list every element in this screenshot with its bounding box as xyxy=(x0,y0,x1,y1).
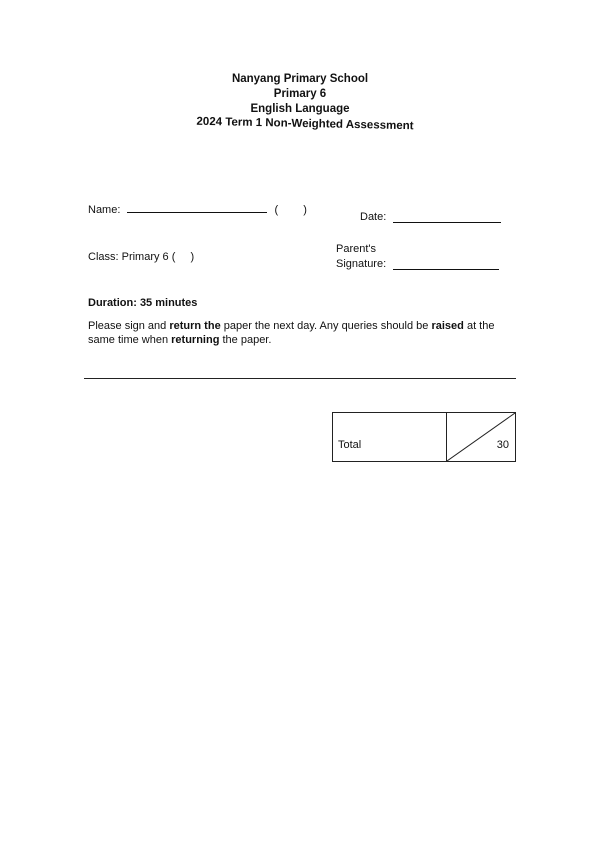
section-divider xyxy=(84,378,516,379)
instructions xyxy=(88,319,508,347)
subject: English Language xyxy=(250,103,350,115)
duration: Duration: 35 minutes xyxy=(88,297,198,309)
total-value-cell[interactable] xyxy=(447,413,515,461)
instructions-bold: raised xyxy=(431,320,464,332)
total-max-score: 30 xyxy=(496,439,509,451)
school-name: Nanyang Primary School xyxy=(231,73,369,85)
date-line[interactable] xyxy=(393,222,501,223)
instructions-text: paper the next day. Any queries should be xyxy=(220,320,432,332)
class-field xyxy=(88,251,194,264)
signature-line[interactable] xyxy=(393,269,499,270)
date-field xyxy=(360,211,501,224)
index-paren-open: ( xyxy=(274,204,279,216)
total-score-box xyxy=(332,412,516,462)
assessment-name: Term 1 Non-Weighted Assessment xyxy=(225,116,414,133)
total-label: Total xyxy=(338,439,362,451)
date-label: Date: xyxy=(360,211,387,223)
diagonal-slash-icon xyxy=(447,413,515,461)
instructions-bold: returning xyxy=(171,334,220,346)
instructions-bold: return the xyxy=(169,320,221,332)
class-label: Class: Primary 6 ( xyxy=(88,251,176,263)
parent-signature-label-line1: Parent's xyxy=(336,243,377,255)
instructions-text: Please sign and xyxy=(88,320,170,332)
level: Primary 6 xyxy=(273,88,327,100)
parent-signature-field xyxy=(336,258,499,271)
name-label: Name: xyxy=(88,204,121,216)
total-label-cell xyxy=(333,413,447,461)
parent-signature-label: Signature: xyxy=(336,258,387,270)
name-field xyxy=(88,204,307,217)
instructions-text: the paper. xyxy=(219,334,272,346)
class-paren-close: ) xyxy=(190,251,195,263)
instructions-text: at the same time when xyxy=(88,320,495,346)
index-paren-close: ) xyxy=(303,204,307,216)
paper-header xyxy=(0,72,600,132)
name-line[interactable] xyxy=(127,212,267,213)
assessment-year: 2024 xyxy=(196,115,223,129)
